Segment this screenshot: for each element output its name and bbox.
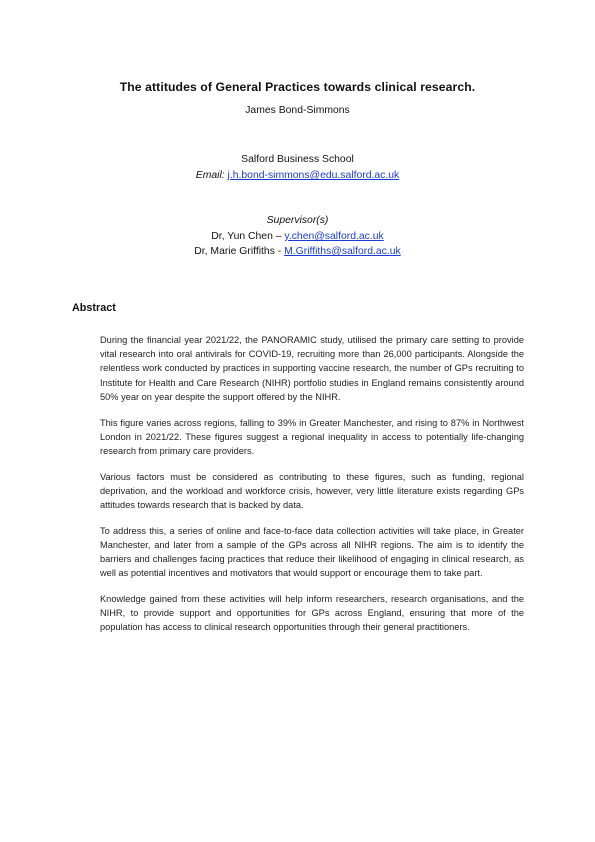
abstract-paragraph: This figure varies across regions, falling to 39% in Greater Manchester, and rising to 87% in Northwest London in 2021/22. These figures suggest a regional inequality in access to potentially life-changing research from primary care providers. [100, 417, 524, 456]
abstract-paragraph: During the financial year 2021/22, the PANORAMIC study, utilised the primary care setting to provide vital research into oral antivirals for COVID-19, recruiting more than 26,000 participants. Alongside the relentless work conducted by practices in supporting vaccine research, the number of GPs recruiting to Institute for Health and Care Research (NIHR) portfolio studies in England remains consistently around 50% year on year despite the support offered by the NIHR. [100, 335, 524, 402]
affiliation-school: Salford Business School [241, 154, 354, 165]
abstract-heading: Abstract [72, 302, 116, 314]
supervisor-line [0, 231, 595, 242]
supervisor-email-link[interactable]: M.Griffiths@salford.ac.uk [284, 246, 401, 257]
supervisor-email-link[interactable]: y.chen@salford.ac.uk [284, 231, 384, 242]
abstract-paragraph: Various factors must be considered as contributing to these figures, such as funding, regional deprivation, and the workload and workforce crisis, however, very little literature exists regarding GPs attitudes towards research that is backed by data. [100, 471, 524, 511]
author-email-line [0, 170, 595, 181]
author-email-link[interactable]: j.h.bond-simmons@edu.salford.ac.uk [227, 170, 400, 181]
abstract-paragraph: Knowledge gained from these activities will help inform researchers, research organisations, and the NIHR, to provide support and opportunities for GPs across England, ensuring that more of the population has access to clinical research opportunities through their general practitioners. [100, 594, 524, 633]
supervisors-label: Supervisor(s) [266, 215, 329, 226]
paper-title: The attitudes of General Practices towards clinical research. [119, 80, 476, 94]
supervisor-name: Dr, Marie Griffiths - [194, 246, 285, 257]
author-name: James Bond-Simmons [245, 105, 350, 116]
supervisor-name: Dr, Yun Chen – [211, 231, 285, 242]
abstract-paragraph: To address this, a series of online and face-to-face data collection activities will take place, in Greater Manchester, and later from a sample of the GPs across all NIHR regions. The aim is to identify the barriers and challenges facing practices that reduce their likelihood of engaging in clinical research, as well as potential incentives and motivators that would support or encourage them to take part. [100, 525, 524, 579]
supervisor-line [0, 246, 595, 257]
abstract-body [100, 333, 524, 646]
email-label: Email: [195, 170, 225, 181]
